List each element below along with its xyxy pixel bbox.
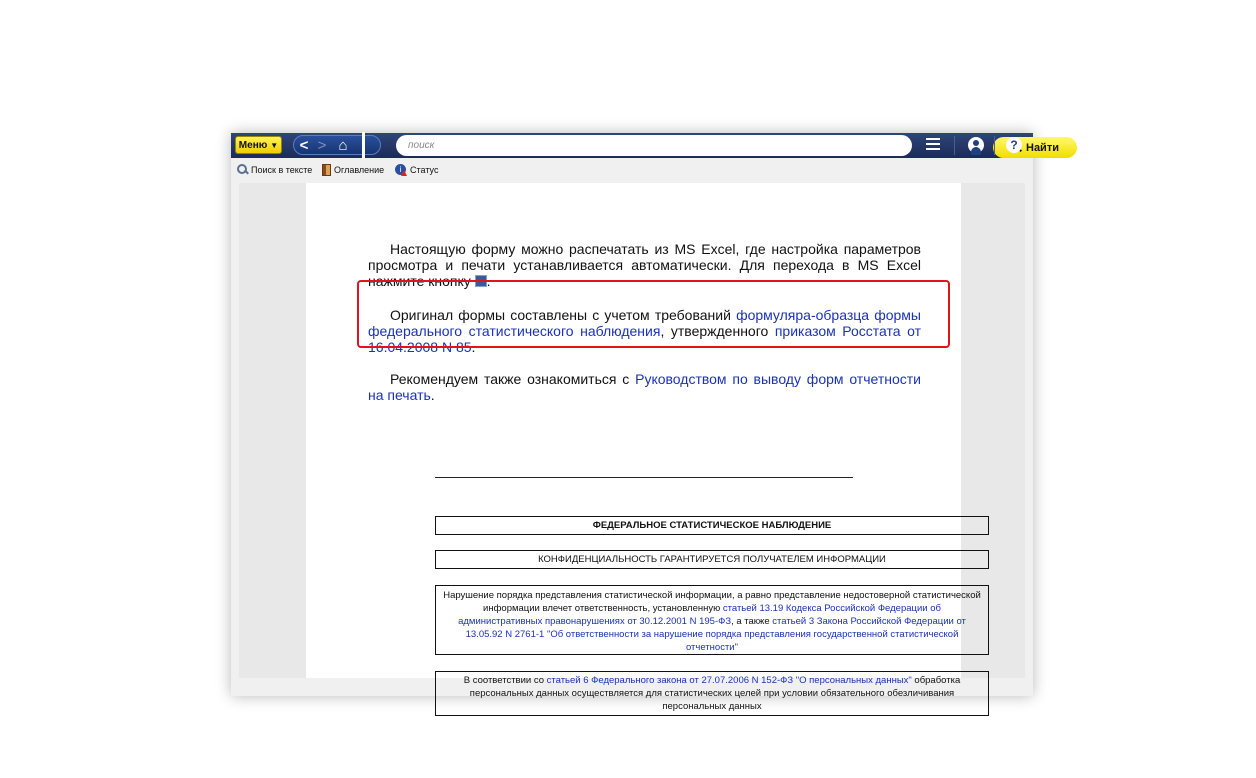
divider [994,136,995,155]
search-in-text-label: Поиск в тексте [251,164,313,175]
highlight-frame [357,280,950,348]
status-button[interactable] [395,164,438,176]
app-window [231,133,1059,712]
form-template-link[interactable]: формуляра-образца формы федерального статистического наблюдения [368,307,921,339]
koap-article-link[interactable]: статьей 13.19 Кодекса Российской Федерации об административных правонарушениях от 30.12.2001 N 195-ФЗ [458,603,941,627]
personal-data-text-end: обработка персональных данных осуществляется для статистических целей при условии обязательного обезличивания персональных данных [469,675,961,712]
original-form-text: Оригинал формы составлены с учетом требований [390,307,737,323]
top-navigation-bar [231,133,1059,158]
personal-data-text: В соответствии со [463,675,547,686]
liability-text: Нарушение порядка представления статистической информации, а равно представление недостоверной статистической информации влечет ответственность, установленную [443,590,981,614]
federal-observation-header [435,516,989,535]
find-label: Найти [1026,141,1059,154]
magnifier-icon [237,164,248,175]
document-page [306,183,981,712]
federal-observation-text: ФЕДЕРАЛЬНОЕ СТАТИСТИЧЕСКОЕ НАБЛЮДЕНИЕ [592,520,832,531]
help-icon[interactable]: ? [1006,137,1022,153]
original-form-end: . [471,339,476,355]
separator-line [435,477,853,478]
document-toolbar [231,158,1033,183]
contents-label: Оглавление [334,165,385,175]
nav-button-group [293,135,381,155]
status-icon: i [395,164,407,176]
book-icon [322,164,331,176]
confidentiality-text: КОНФИДЕНЦИАЛЬНОСТЬ ГАРАНТИРУЕТСЯ ПОЛУЧАТЕЛЕМ ИНФОРМАЦИИ [538,554,886,565]
hamburger-icon[interactable] [926,138,940,152]
liability-notice-box [435,585,989,655]
status-label: Статус [410,165,439,175]
print-guide-link[interactable]: Руководством по выводу форм отчетности на печать [368,371,921,403]
menu-button[interactable] [235,136,282,154]
confidentiality-box [435,550,989,569]
personal-data-law-link[interactable]: статьей 6 Федерального закона от 27.07.2006 N 152-ФЗ "О персональных данных" [546,675,912,686]
grid-icon[interactable] [356,132,378,159]
forward-icon[interactable]: > [317,136,327,154]
search-in-text-button[interactable] [237,164,312,175]
contents-button[interactable] [322,164,384,176]
original-form-text-mid: , утвержденного [660,323,775,339]
document-viewport[interactable] [239,183,1025,712]
rosstat-order-link[interactable]: приказом Росстата от 16.04.2008 N 85 [368,323,921,355]
back-icon[interactable]: < [299,136,309,154]
search-bar [396,135,1059,156]
divider [954,136,955,155]
user-icon[interactable] [968,137,984,153]
home-icon[interactable]: ⌂ [338,136,348,154]
search-input[interactable] [408,138,818,153]
guide-paragraph [368,371,921,403]
guide-text: Рекомендуем также ознакомиться с [390,371,636,387]
chevron-down-icon: ▼ [270,140,279,150]
menu-label: Меню [238,139,268,151]
guide-end: . [430,387,435,403]
excel-note-text: Настоящую форму можно распечатать из MS Excel, где настройка параметров просмотра и печати устанавливается автоматически. Для перехода в MS Excel нажмите кнопку [368,241,921,289]
law-article-link[interactable]: статьей 3 Закона Российской Федерации от 13.05.92 N 2761-1 "Об ответственности за нарушение порядка представления государственной статистической отчетности" [465,616,966,653]
personal-data-box [435,671,989,716]
liability-text-mid: , а также [731,616,773,627]
